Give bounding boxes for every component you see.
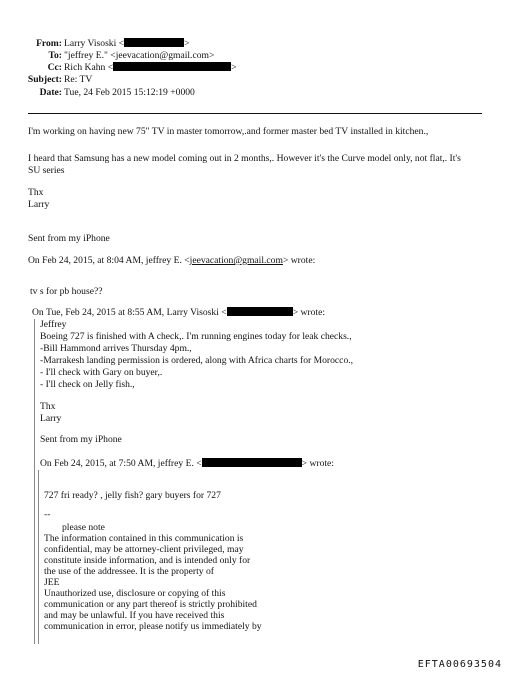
from-value: Larry Visoski < > [64,38,190,49]
subject-label: Subject: [27,74,62,85]
date-value: Tue, 24 Feb 2015 15:12:19 +0000 [64,87,195,98]
cc-name: Rich Kahn < [64,62,114,73]
redaction-box [124,38,184,47]
disclaimer-line: The information contained in this communication is [44,533,244,544]
body-paragraph: SU series [28,165,65,176]
header-divider [28,113,482,114]
sent-from-line: Sent from my iPhone [40,434,122,445]
cc-value: Rich Kahn < > [64,62,237,73]
quoted-line: Jeffrey [40,319,67,330]
disclaimer-line: Unauthorized use, disclosure or copying of this [44,588,226,599]
signoff-name: Larry [40,413,62,424]
to-label: To: [48,50,62,61]
quote-bar [38,470,39,644]
quoted-text: 727 fri ready? , jelly fish? gary buyers for 727 [44,490,221,501]
disclaimer-line: JEE [44,577,60,588]
to-value: "jeffrey E." <jeevacation@gmail.com> [64,50,215,61]
redaction-box [113,62,231,71]
date-label: Date: [39,87,62,98]
disclaimer-line: and may be unlawful. If you have received this [44,610,225,621]
disclaimer-line: constitute inside information, and is intended only for [44,555,251,566]
please-note: please note [62,522,105,533]
quoted-line: Boeing 727 is finished with A check,. I'm running engines today for leak checks., [40,331,352,342]
quoted-line: -Marrakesh landing permission is ordered, along with Africa charts for Morocco., [40,355,354,366]
subject-value: Re: TV [64,74,93,85]
redaction-box [227,307,293,316]
email-link[interactable]: jeevacation@gmail.com [189,255,283,266]
quote-bar [34,319,35,644]
disclaimer-line: communication in error, please notify us immediately by [44,621,262,632]
signoff-name: Larry [28,199,50,210]
signoff-thx: Thx [40,401,56,412]
quoted-line: - I'll check on Jelly fish., [40,379,135,390]
body-paragraph: I'm working on having new 75" TV in master tomorrow,.and former master bed TV installed in kitchen., [28,126,429,137]
redaction-box [202,458,302,467]
disclaimer-line: confidential, may be attorney-client privileged, may [44,544,244,555]
quoted-text: tv s for pb house?? [30,286,103,297]
cc-label: Cc: [47,62,62,73]
signature-dash: -- [44,509,51,520]
body-paragraph: I heard that Samsung has a new model coming out in 2 months,. However it's the Curve model only, not flat,. It's [28,153,461,164]
from-label: From: [36,38,62,49]
disclaimer-line: communication or any part thereof is strictly prohibited [44,599,257,610]
disclaimer-line: the use of the addressee. It is the property of [44,566,214,577]
sent-from-line: Sent from my iPhone [28,233,110,244]
signoff-thx: Thx [28,187,44,198]
quote-intro: On Feb 24, 2015, at 8:04 AM, jeffrey E. <jeevacation@gmail.com> wrote: [28,255,316,266]
bates-number: EFTA00693504 [417,659,502,670]
quoted-line: -Bill Hammond arrives Thursday 4pm., [40,343,192,354]
quote-intro: On Tue, Feb 24, 2015 at 8:55 AM, Larry Visoski < > wrote: [32,307,326,318]
quote-intro: On Feb 24, 2015, at 7:50 AM, jeffrey E. < > wrote: [40,458,334,469]
from-name: Larry Visoski < [64,38,125,49]
quoted-line: - I'll check with Gary on buyer,. [40,367,163,378]
